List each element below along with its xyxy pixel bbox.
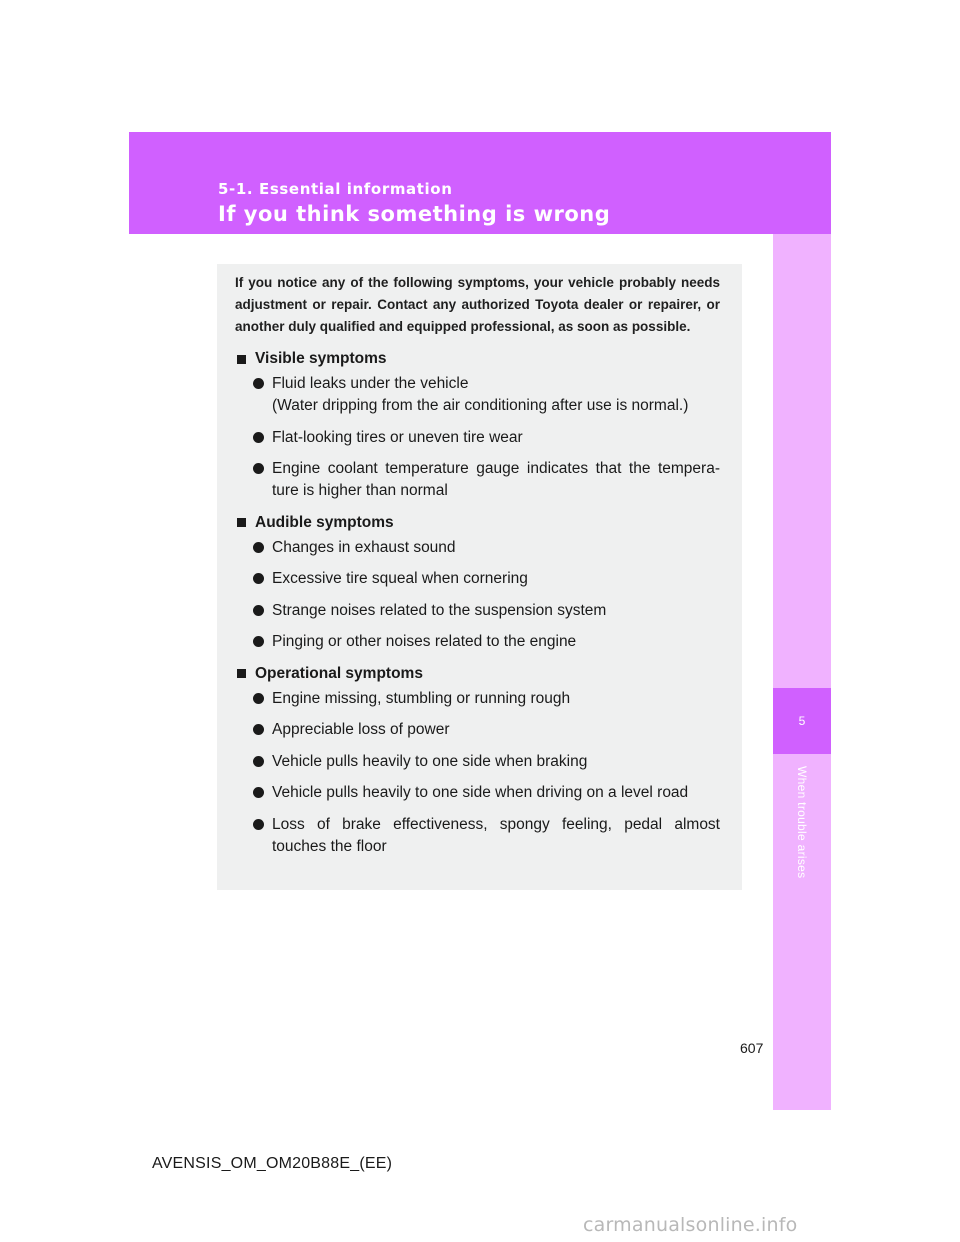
group-heading-label: Visible symptoms [255,350,387,367]
item-note: (Water dripping from the air conditioning after use is normal.) [272,397,689,414]
symptom-list [235,688,720,858]
group-heading [235,348,720,370]
square-bullet-icon [237,355,246,364]
item-text: Strange noises related to the suspension system [272,601,607,619]
document-code: AVENSIS_OM_OM20B88E_(EE) [152,1155,393,1172]
page-number: 607 [740,1040,764,1056]
list-item [235,751,720,773]
item-text: Loss of brake effectiveness, spongy feeling, pedal almost touches the floor [272,815,720,855]
symptom-group-operational [235,663,720,858]
round-bullet-icon [253,573,264,584]
item-text: Appreciable loss of power [272,721,450,738]
item-text: Engine coolant temperature gauge indicates that the tempera-ture is higher than normal [272,460,720,499]
round-bullet-icon [253,605,264,616]
item-text: Excessive tire squeal when cornering [272,570,528,587]
chapter-number-tab[interactable] [773,688,831,754]
round-bullet-icon [253,724,264,735]
symptom-group-audible [235,512,720,654]
round-bullet-icon [253,432,264,443]
symptom-list [235,537,720,654]
list-item [235,600,720,622]
list-item [235,782,720,804]
round-bullet-icon [253,542,264,553]
round-bullet-icon [253,787,264,798]
symptoms-box [217,264,742,890]
round-bullet-icon [253,693,264,704]
page-title: If you think something is wrong [218,202,611,226]
chapter-side-tab [773,234,831,1110]
group-heading [235,512,720,534]
section-label: 5-1. Essential information [218,180,453,198]
group-heading-label: Audible symptoms [255,513,394,531]
square-bullet-icon [237,669,246,678]
header-band [129,132,831,234]
list-item [235,427,720,449]
item-text: Vehicle pulls heavily to one side when braking [272,752,588,770]
list-item [235,814,720,858]
list-item [235,631,720,653]
round-bullet-icon [253,463,264,474]
chapter-title: When trouble arises [795,766,809,879]
list-item [235,568,720,590]
chapter-number: 5 [798,714,806,728]
square-bullet-icon [237,518,246,527]
item-text: Fluid leaks under the vehicle [272,375,469,392]
watermark: carmanualsonline.info [583,1214,798,1236]
item-text: Vehicle pulls heavily to one side when driving on a level road [272,784,689,801]
item-text: Flat-looking tires or uneven tire wear [272,428,523,446]
round-bullet-icon [253,636,264,647]
list-item [235,688,720,710]
item-text: Pinging or other noises related to the engine [272,633,577,650]
round-bullet-icon [253,378,264,389]
list-item [235,458,720,502]
group-heading [235,663,720,685]
round-bullet-icon [253,756,264,767]
symptom-list [235,373,720,502]
item-text: Changes in exhaust sound [272,538,456,556]
symptom-group-visible [235,348,720,502]
group-heading-label: Operational symptoms [255,664,423,682]
round-bullet-icon [253,819,264,830]
list-item [235,719,720,741]
item-text: Engine missing, stumbling or running rough [272,689,571,707]
intro-text: If you notice any of the following symptoms, your vehicle probably needs adjustment or repair. Contact any authorized Toyota dealer or repairer, or another duly qualified and equipped professional, as soon as possible. [235,275,720,334]
list-item [235,537,720,559]
list-item [235,373,720,417]
